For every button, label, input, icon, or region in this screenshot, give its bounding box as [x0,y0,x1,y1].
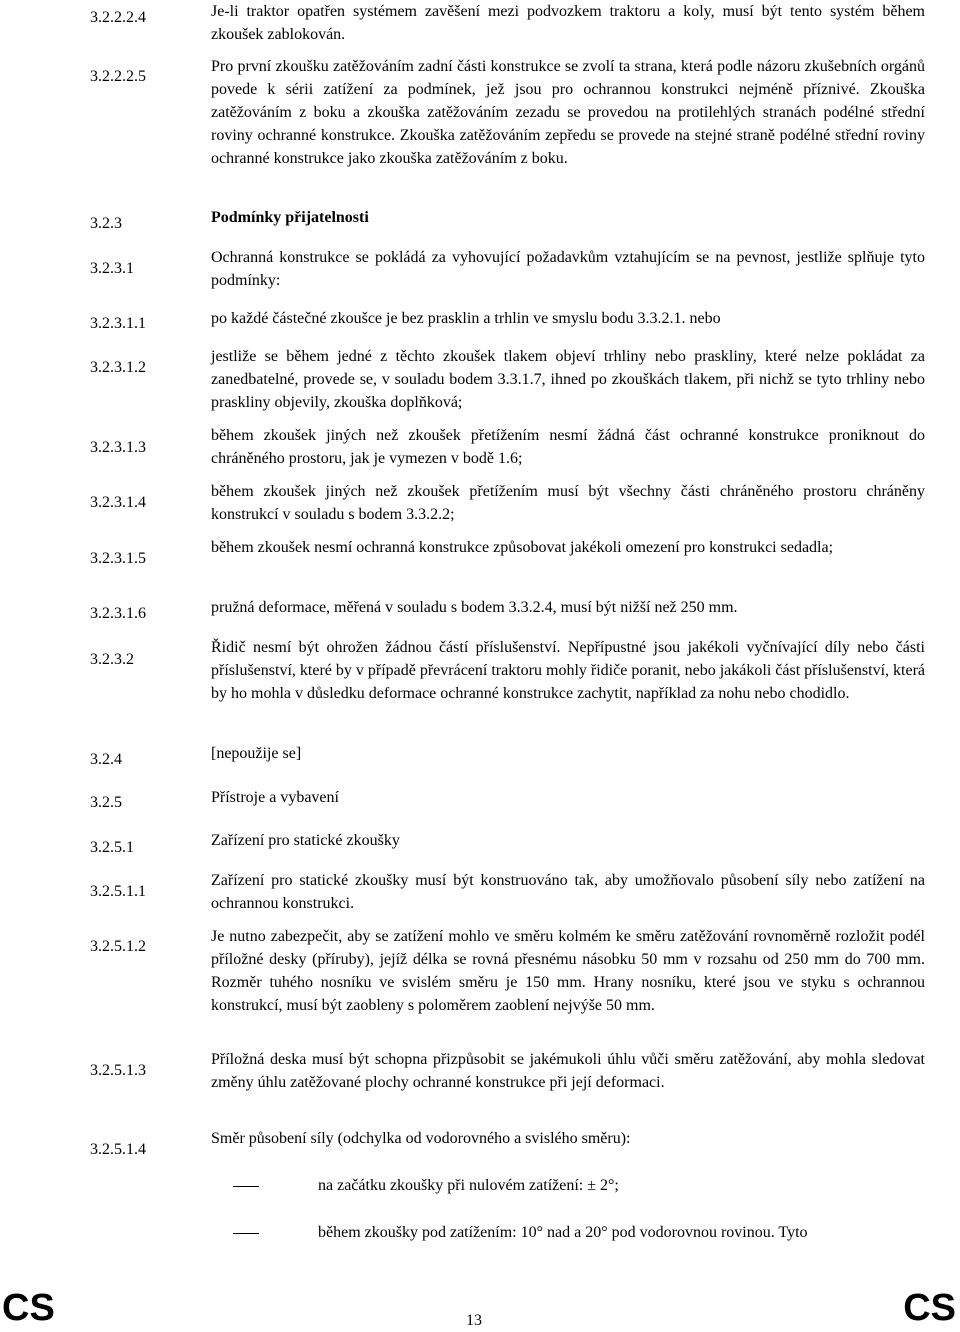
footer-language-mark: CS [903,1287,956,1329]
section-number: 3.2.3.2 [90,651,134,668]
section-number: 3.2.5.1 [90,839,134,856]
section-number: 3.2.3.1 [90,260,134,277]
section-text: Řidič nesmí být ohrožen žádnou částí příslušenství. Nepřípustné jsou jakékoli vyčnívající díly nebo části příslušenství, které by v případě převrácení traktoru mohly řidiče poranit, nebo jakákoli část příslušenství, která by ho mohla v důsledku deformace ochranné konstrukce zachytit, například za nohu nebo chodidlo. [211,639,926,702]
dash-bullet-icon [233,1186,259,1187]
section-heading: Zařízení pro statické zkoušky [211,832,400,849]
section-number: 3.2.3.1.1 [90,315,146,332]
section-text: Je-li traktor opatřen systémem zavěšení mezi podvozkem traktoru a koly, musí být tento systém během zkoušek zablokován. [211,3,925,43]
section-number: 3.2.4 [90,751,122,768]
section-text: [nepoužije se] [211,745,302,762]
section-text: během zkoušek nesmí ochranná konstrukce způsobovat jakékoli omezení pro konstrukci sedadla; [211,539,834,556]
section-heading: Podmínky přijatelnosti [211,209,369,226]
section-text: pružná deformace, měřená v souladu s bodem 3.3.2.4, musí být nižší než 250 mm. [211,599,738,616]
section-number: 3.2.3.1.4 [90,494,146,511]
section-text: Směr působení síly (odchylka od vodorovného a svislého směru): [211,1130,631,1147]
section-text: Zařízení pro statické zkoušky musí být konstruováno tak, aby umožňovalo působení síly nebo zatížení na ochrannou konstrukci. [211,872,925,912]
bullet-item: na začátku zkoušky při nulovém zatížení: ± 2°; [318,1177,619,1194]
section-text: Příložná deska musí být schopna přizpůsobit se jakémukoli úhlu vůči směru zatěžování, aby mohla sledovat změny úhlu zatěžované plochy ochranné konstrukce při její deformaci. [211,1051,925,1091]
section-number: 3.2.5 [90,794,122,811]
section-number: 3.2.3.1.3 [90,439,146,456]
section-text: Ochranná konstrukce se pokládá za vyhovující požadavkům vztahujícím se na pevnost, jestliže splňuje tyto podmínky: [211,249,925,289]
section-number: 3.2.2.2.5 [90,68,146,85]
section-number: 3.2.5.1.4 [90,1141,146,1158]
section-heading: Přístroje a vybavení [211,789,339,806]
section-number: 3.2.3 [90,215,122,232]
section-number: 3.2.3.1.5 [90,550,146,567]
section-text: Pro první zkoušku zatěžováním zadní části konstrukce se zvolí ta strana, která podle názoru zkušebních orgánů povede k sérii zatížení za podmínek, jež jsou pro ochrannou konstrukci nejméně příznivé. Zkouška zatěžováním z boku a zkouška zatěžováním zezadu se provedou na protilehlých stranách podélné střední roviny ochranné konstrukce. Zkouška zatěžováním zepředu se provede na stejné straně podélné střední roviny ochranné konstrukce jako zkouška zatěžováním z boku. [211,58,925,167]
section-number: 3.2.5.1.2 [90,938,146,955]
section-number: 3.2.2.2.4 [90,9,146,26]
footer-language-mark: CS [2,1287,55,1329]
section-text: během zkoušek jiných než zkoušek přetížením nesmí žádná část ochranné konstrukce proniknout do chráněného prostoru, jak je vymezen v bodě 1.6; [211,427,925,467]
section-text: po každé částečné zkoušce je bez prasklin a trhlin ve smyslu bodu 3.3.2.1. nebo [211,310,721,327]
bullet-item: během zkoušky pod zatížením: 10° nad a 20° pod vodorovnou rovinou. Tyto [318,1224,808,1241]
section-text: během zkoušek jiných než zkoušek přetížením musí být všechny části chráněného prostoru chráněny konstrukcí v souladu s bodem 3.3.2.2; [211,483,925,523]
section-number: 3.2.5.1.1 [90,883,146,900]
dash-bullet-icon [233,1233,259,1234]
section-number: 3.2.5.1.3 [90,1062,146,1079]
section-text: Je nutno zabezpečit, aby se zatížení mohlo ve směru kolmém ke směru zatěžování rovnoměrně rozložit podél příložné desky (příruby), jejíž délka se rovná přesnému násobku 50 mm v rozsahu od 250 mm do 700 mm. Rozměr tuhého nosníku ve svislém směru je 150 mm. Hrany nosníku, které jsou ve styku s ochrannou konstrukcí, musí být zaobleny s poloměrem zaoblení nejvýše 50 mm. [211,928,925,1014]
section-number: 3.2.3.1.6 [90,605,146,622]
section-text: jestliže se během jedné z těchto zkoušek tlakem objeví trhliny nebo praskliny, které nelze pokládat za zanedbatelné, provede se, v souladu bodem 3.3.1.7, ihned po zkouškách tlakem, při nichž se tyto trhliny nebo praskliny objevily, zkouška doplňková; [211,348,925,411]
section-number: 3.2.3.1.2 [90,359,146,376]
page-number: 13 [466,1312,482,1329]
